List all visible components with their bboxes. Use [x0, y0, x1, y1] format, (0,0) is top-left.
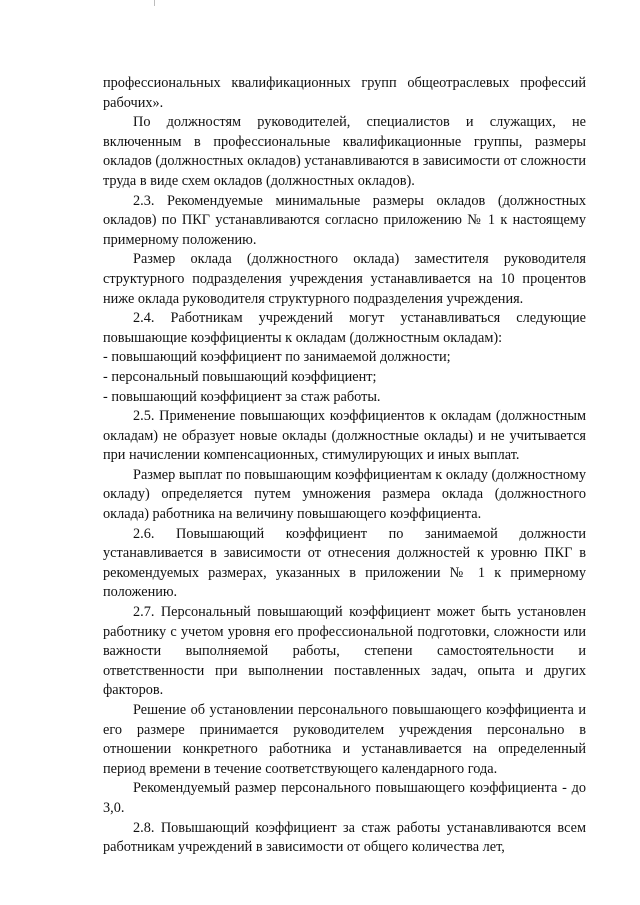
paragraph-personal-decision: Решение об установлении персонального повышающего коэффициента и его размере принимается руководителем учреждения персонально в отношении конкретного работника и устанавливается на определенный период времени в течение соответствующего календарного года. [103, 702, 586, 777]
paragraph-2-8: 2.8. Повышающий коэффициент за стаж работы устанавливаются всем работникам учреждений в зависимости от общего количества лет, [103, 819, 586, 856]
paragraph-2-4: 2.4. Работникам учреждений могут устанавливаться следующие повышающие коэффициенты к окладам (должностным окладам): [103, 310, 586, 346]
list-item-personal-coefficient: - персональный повышающий коэффициент; [103, 368, 377, 385]
paragraph-continuation: профессиональных квалификационных групп общеотраслевых профессий рабочих». [103, 75, 586, 111]
paragraph-payment-amount: Размер выплат по повышающим коэффициентам к окладу (должностному окладу) определяется путем умножения размера оклада (должностного оклада) работника на величину повышающего коэффициента. [103, 466, 586, 523]
list-item-position-coefficient: - повышающий коэффициент по занимаемой должности; [103, 349, 451, 366]
paragraph-2-7: 2.7. Персональный повышающий коэффициент может быть установлен работнику с учетом уровня его профессиональной подготовки, сложности или важности выполняемой работы, степени самостоятельности и ответственности при выполнении поставленных задач, опыта и других факторов. [103, 604, 586, 699]
list-item-seniority-coefficient: - повышающий коэффициент за стаж работы. [103, 388, 381, 405]
paragraph-non-pkg-positions: По должностям руководителей, специалистов и служащих, не включенным в профессиональные квалификационные группы, размеры окладов (должностных окладов) устанавливаются в зависимости от сложности труда в виде схем окладов (должностных окладов). [103, 114, 586, 189]
paragraph-2-5: 2.5. Применение повышающих коэффициентов к окладам (должностным окладам) не образует новые оклады (должностные оклады) и не учитывается при начислении компенсационных, стимулирующих и иных выплат. [103, 408, 586, 464]
paragraph-recommended-size: Рекомендуемый размер персонального повышающего коэффициента - до 3,0. [103, 780, 586, 816]
paragraph-deputy-salary: Размер оклада (должностного оклада) заместителя руководителя структурного подразделения учреждения устанавливается на 10 процентов ниже оклада руководителя структурного подразделения учреждения. [103, 251, 586, 307]
paragraph-2-6: 2.6. Повышающий коэффициент по занимаемой должности устанавливается в зависимости от отнесения должностей к уровню ПКГ в рекомендуемых размерах, указанных в приложении № 1 к примерному положению. [103, 525, 586, 601]
page-edge-mark [154, 0, 155, 6]
document-page [103, 74, 586, 858]
paragraph-2-3: 2.3. Рекомендуемые минимальные размеры окладов (должностных окладов) по ПКГ устанавливаются согласно приложению № 1 к настоящему примерному положению. [103, 192, 586, 248]
